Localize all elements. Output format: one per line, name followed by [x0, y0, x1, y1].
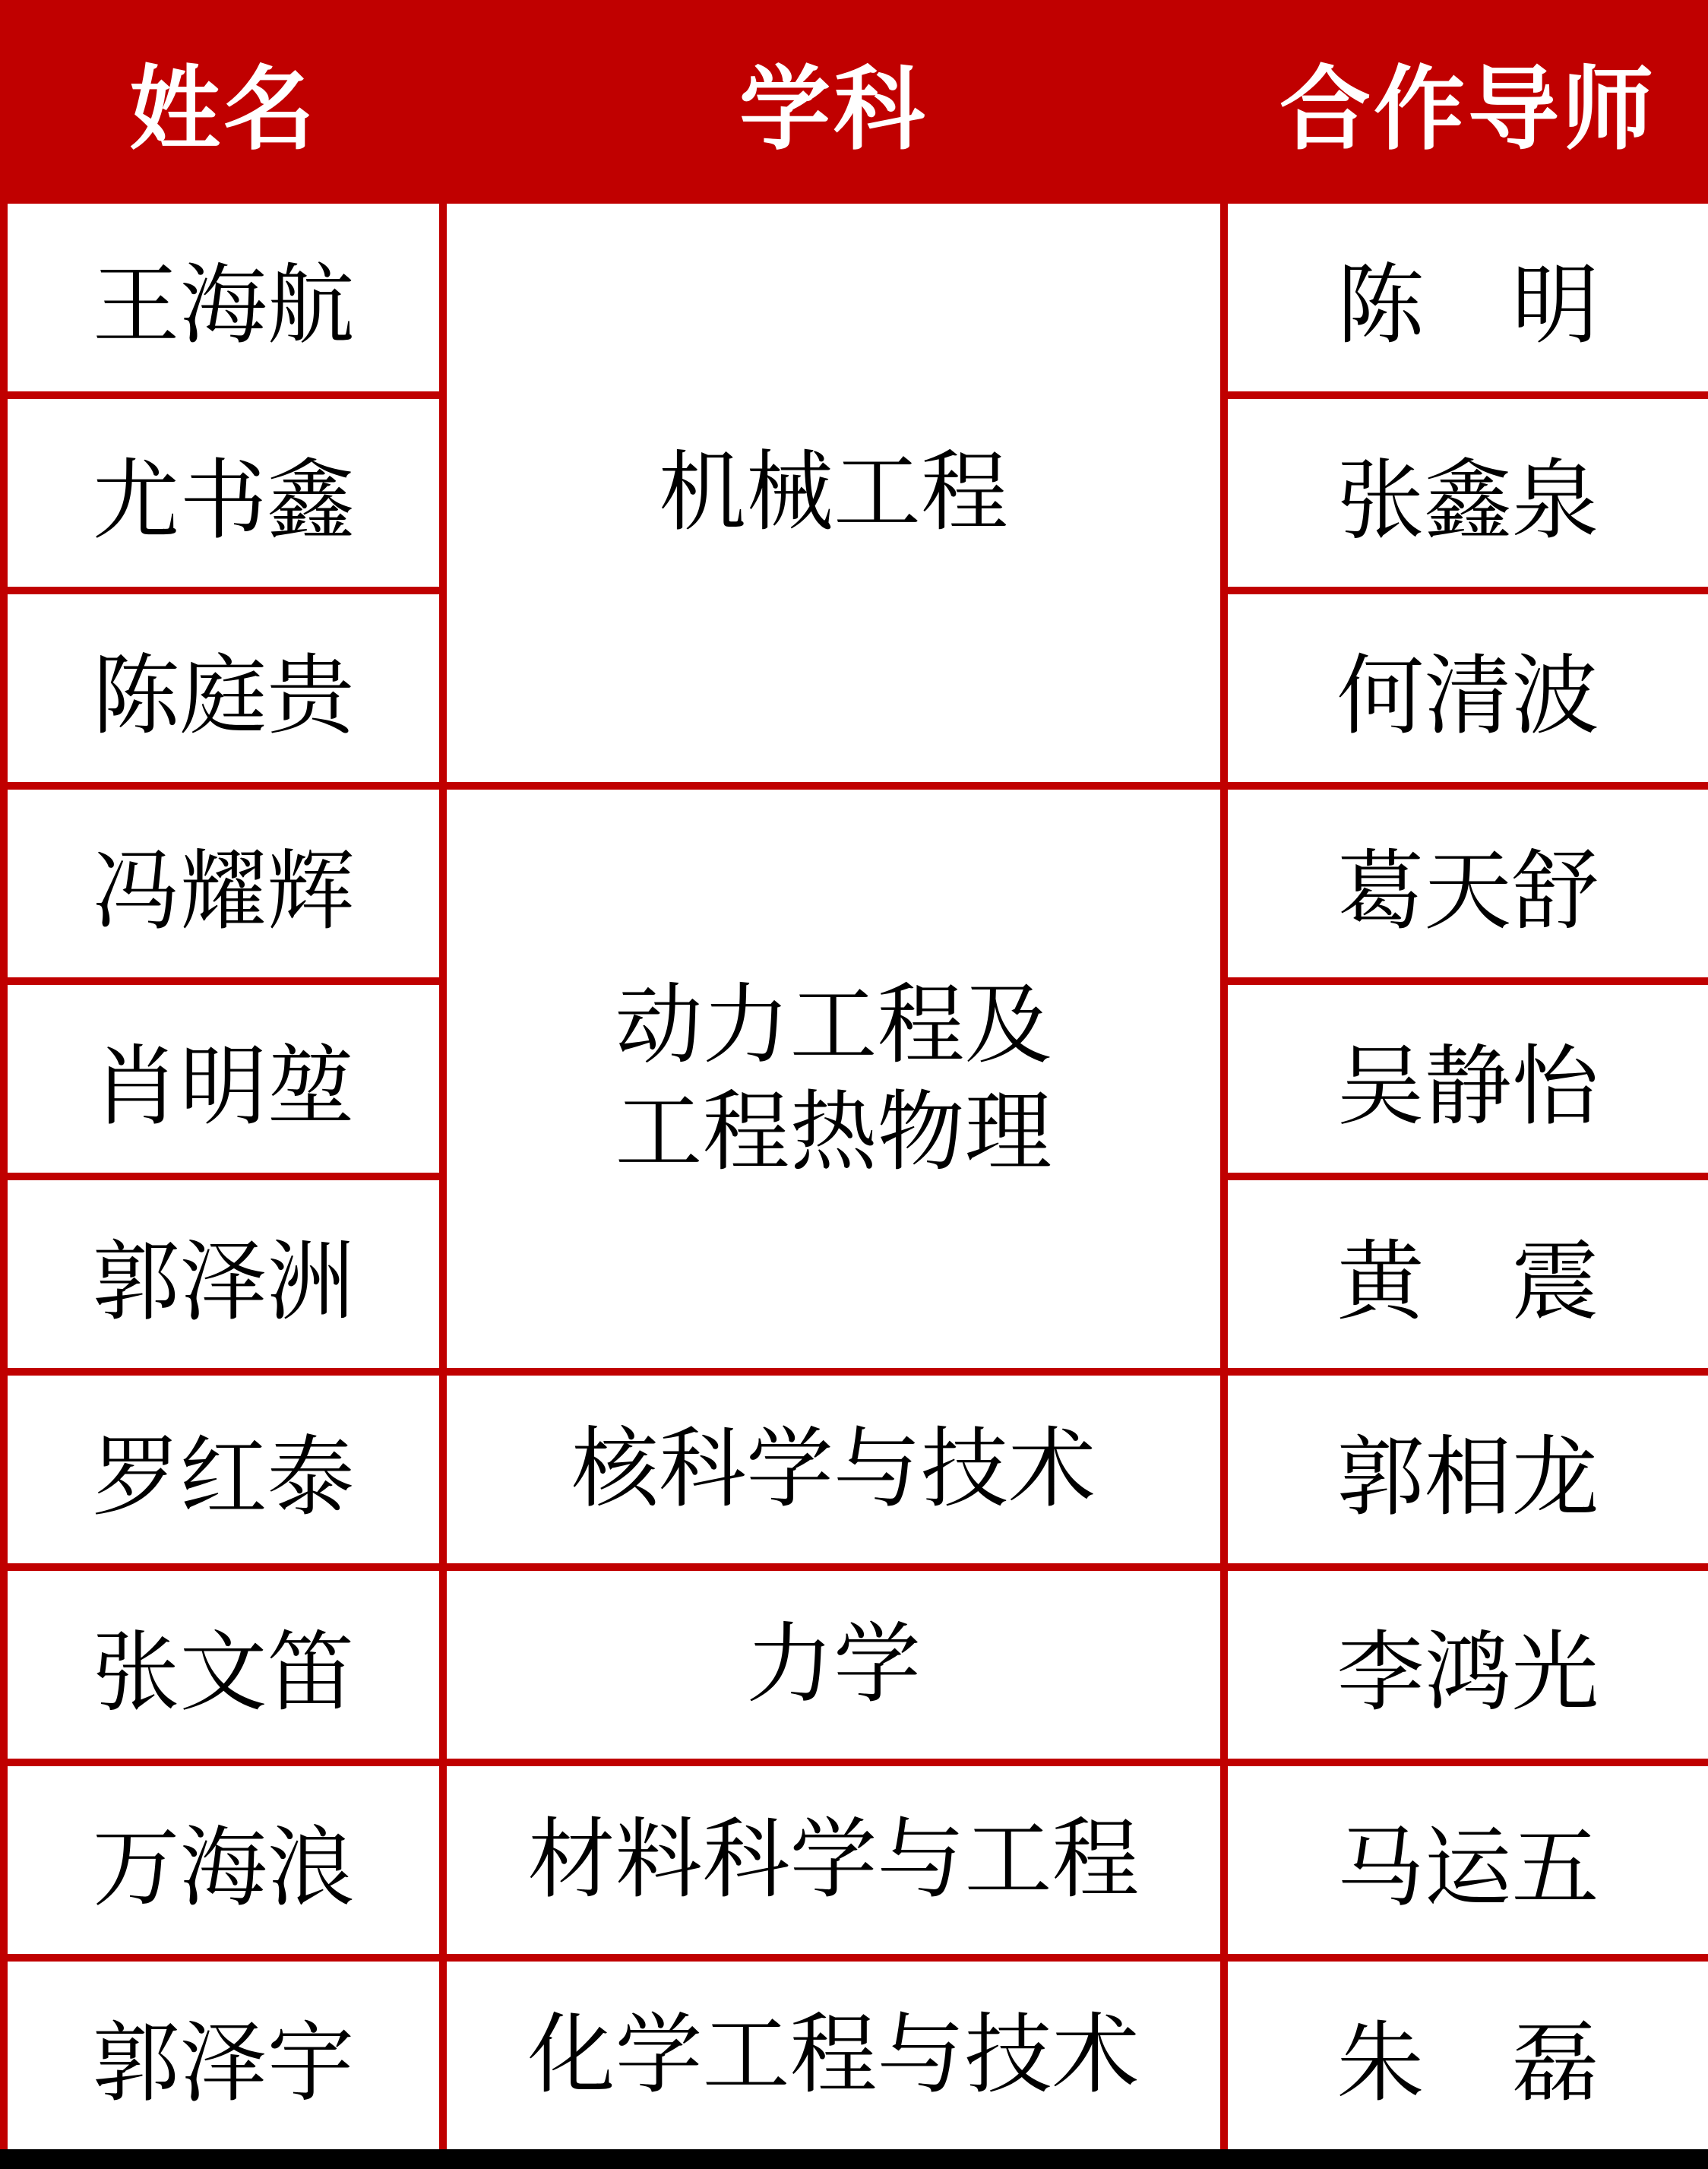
subject-cell-chemical — [443, 1958, 1224, 2153]
mentor-cell: 吴静怡 — [1224, 981, 1708, 1176]
mentor-cell: 葛天舒 — [1224, 786, 1708, 981]
mentor-cell: 黄 震 — [1224, 1176, 1708, 1372]
table-row — [4, 1762, 1708, 1958]
name-cell: 万海浪 — [4, 1762, 443, 1958]
mentor-cell: 张鑫泉 — [1224, 395, 1708, 591]
subject-line: 化学工程与技术 — [527, 2006, 1140, 2104]
subject-cell-power-engineering — [443, 786, 1224, 1372]
header-subject: 学科 — [443, 4, 1224, 200]
table-row — [4, 200, 1708, 395]
name-cell: 王海航 — [4, 200, 443, 395]
subject-line: 力学 — [745, 1616, 921, 1714]
mentor-cell: 郭相龙 — [1224, 1372, 1708, 1567]
header-name: 姓名 — [4, 4, 443, 200]
mentor-cell: 马运五 — [1224, 1762, 1708, 1958]
subject-cell-nuclear — [443, 1372, 1224, 1567]
name-cell: 郭泽洲 — [4, 1176, 443, 1372]
subject-line: 工程热物理 — [615, 1083, 1052, 1181]
subject-line: 核科学与技术 — [571, 1420, 1096, 1518]
mentor-cell: 李鸿光 — [1224, 1567, 1708, 1762]
table-header-row — [4, 4, 1708, 200]
subject-cell-mechanical — [443, 200, 1224, 786]
subject-line: 机械工程 — [658, 444, 1008, 542]
mentor-cell: 朱 磊 — [1224, 1958, 1708, 2153]
name-cell: 尤书鑫 — [4, 395, 443, 591]
subject-line: 动力工程及 — [615, 977, 1052, 1075]
name-cell: 陈庭贵 — [4, 591, 443, 786]
table-row — [4, 1958, 1708, 2153]
subject-line: 材料科学与工程 — [527, 1811, 1140, 1909]
bottom-black-bar — [0, 2149, 1708, 2169]
name-cell: 郭泽宇 — [4, 1958, 443, 2153]
mentor-cell: 陈 明 — [1224, 200, 1708, 395]
name-cell: 张文笛 — [4, 1567, 443, 1762]
name-cell: 罗红泰 — [4, 1372, 443, 1567]
table-row — [4, 1567, 1708, 1762]
table-row — [4, 786, 1708, 981]
table-row — [4, 1372, 1708, 1567]
name-cell: 肖明堃 — [4, 981, 443, 1176]
mentor-cell: 何清波 — [1224, 591, 1708, 786]
name-cell: 冯耀辉 — [4, 786, 443, 981]
subject-cell-materials — [443, 1762, 1224, 1958]
subject-cell-mechanics — [443, 1567, 1224, 1762]
header-mentor: 合作导师 — [1224, 4, 1708, 200]
